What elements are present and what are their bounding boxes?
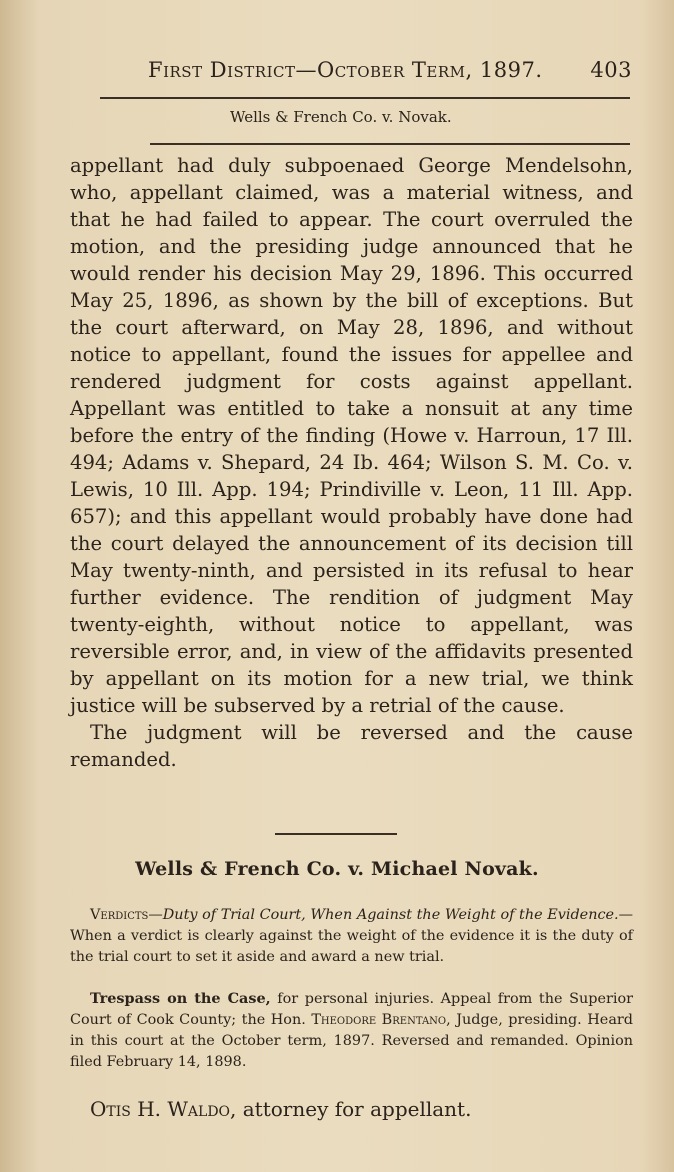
opinion-paragraph: appellant had duly subpoenaed George Mendelsohn, who, appellant claimed, was a material witness, and that he had failed to appear. The court overruled the motion, and the presiding judge announced that he would render his decision May 29, 1896. This occurred May 25, 1896, as shown by the bill of exceptions. But the court afterward, on May 28, 1896, and without notice to appellant, found the issues for appellee and rendered judgment for costs against appellant. Appellant was entitled to take a nonsuit at any time before the entry of the finding (Howe v. Harroun, 17 Ill. 494; Adams v. Shepard, 24 Ib. 464; Wilson S. M. Co. v. Lewis, 10 Ill. App. 194; Prindiville v. Leon, 11 Ill. App. 657); and this appellant would probably have done had the court delayed the announcement of its decision till May twenty-ninth, and persisted in its refusal to hear further evidence. The rendition of judgment May twenty-eighth, without notice to appellant, was reversible error, and, in view of the affidavits presented by appellant on its motion for a new trial, we think justice will be subserved by a retrial of the cause.: [70, 154, 633, 717]
running-head: [148, 58, 638, 88]
procedure-text-1: for personal injuries. Appeal from the Superior Court of Cook County; the Hon.: [70, 991, 633, 1028]
headnote-text: —When a verdict is clearly against the weight of the evidence it is the duty of the trial court to set it aside and award a new trial.: [70, 907, 633, 965]
action-type: Trespass on the Case,: [90, 990, 271, 1007]
procedure-text-2: , Judge, presiding. Heard in this court at the October term, 1897. Reversed and remanded. Opinion filed February 14, 1898.: [70, 1012, 633, 1070]
headnote-verdicts: [70, 905, 633, 968]
case-title: Wells & French Co. v. Michael Novak.: [135, 858, 539, 880]
opinion-conclusion: The judgment will be reversed and the cause remanded.: [70, 721, 633, 771]
case-line-rule: [150, 143, 630, 145]
running-head-title: First District—October Term, 1897.: [148, 58, 543, 82]
header-rule: [100, 97, 630, 99]
headnote-topic: Verdicts: [90, 907, 149, 923]
case-running-line: Wells & French Co. v. Novak.: [230, 108, 452, 126]
opinion-body: [70, 152, 633, 773]
section-divider: [275, 833, 397, 835]
attorney-role: , attorney for appellant.: [230, 1097, 472, 1121]
headnote-subject: —Duty of Trial Court, When Against the Weight of the Evidence.: [148, 907, 619, 923]
page-number: 403: [590, 58, 632, 82]
judge-name: Theodore Brentano: [311, 1012, 447, 1028]
headnote-procedure: [70, 988, 633, 1073]
attorney-name: Otis H. Waldo: [90, 1097, 231, 1121]
attorney-line: [90, 1097, 471, 1121]
